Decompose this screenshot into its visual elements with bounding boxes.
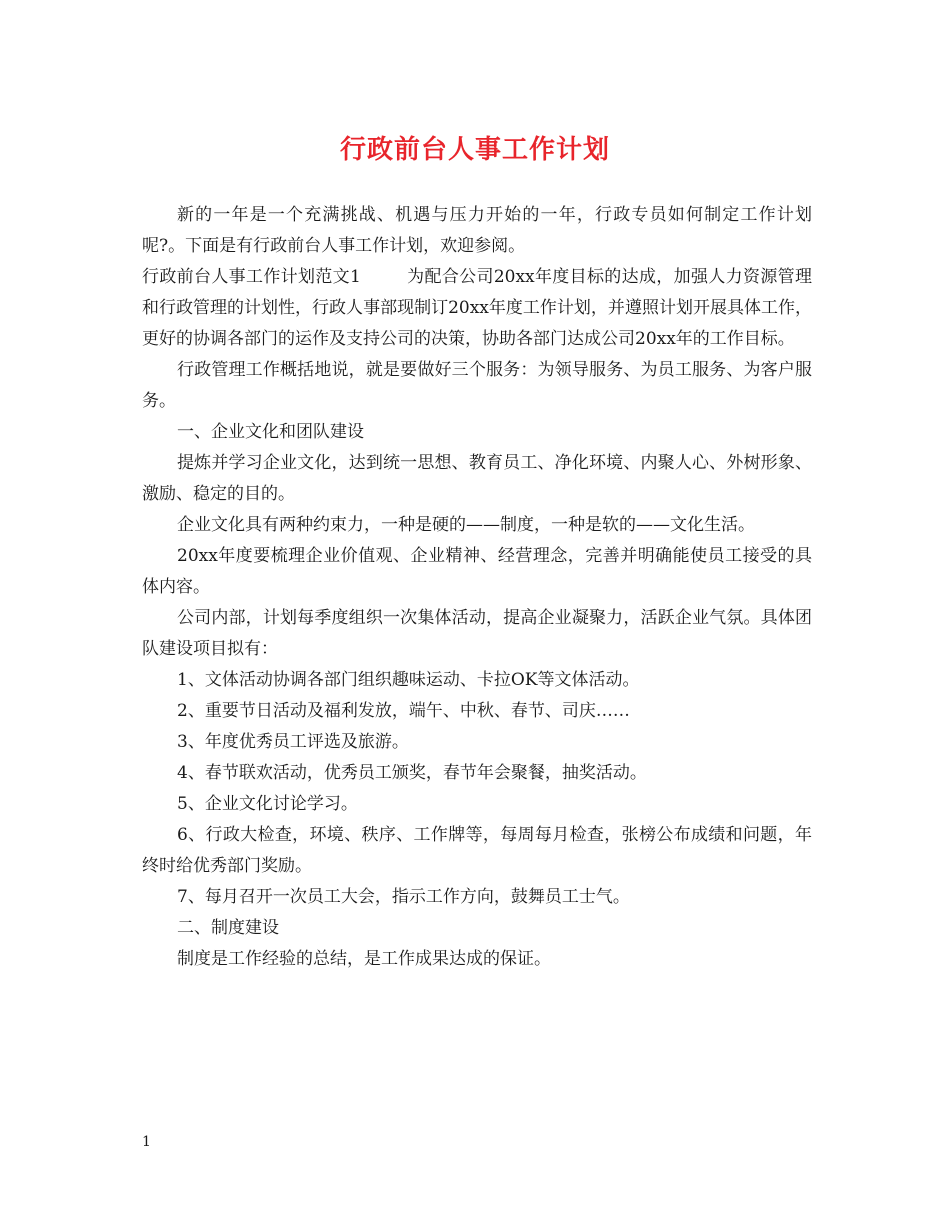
paragraph-rules: 制度是工作经验的总结，是工作成果达成的保证。 <box>177 949 551 969</box>
paragraph-culture-constraints: 企业文化具有两种约束力，一种是硬的——制度，一种是软的——文化生活。 <box>177 515 755 535</box>
list-item: 4、春节联欢活动，优秀员工颁奖，春节年会聚餐，抽奖活动。 <box>177 763 647 783</box>
paragraph-sample <box>142 262 812 355</box>
document-title: 行政前台人事工作计划 <box>339 135 610 165</box>
list-item: 5、企业文化讨论学习。 <box>177 794 358 814</box>
paragraph-activities: 公司内部，计划每季度组织一次集体活动，提高企业凝聚力，活跃企业气氛。具体团队建设项目拟有： <box>142 608 812 659</box>
paragraph-culture-goal: 提炼并学习企业文化，达到统一思想、教育员工、净化环境、内聚人心、外树形象、激励、稳定的目的。 <box>142 453 812 504</box>
list-item: 1、文体活动协调各部门组织趣味运动、卡拉OK等文体活动。 <box>177 670 640 690</box>
sample-text: 为配合公司20xx年度目标的达成，加强人力资源管理和行政管理的计划性，行政人事部现制订20xx年度工作计划，并遵照计划开展具体工作，更好的协调各部门的运作及支持公司的决策，协助各部门达成公司20xx年的工作目标。 <box>142 267 812 349</box>
paragraph-intro: 新的一年是一个充满挑战、机遇与压力开始的一年，行政专员如何制定工作计划呢?。下面是有行政前台人事工作计划，欢迎参阅。 <box>142 205 812 256</box>
document-body <box>142 200 812 975</box>
list-item: 6、行政大检查，环境、秩序、工作牌等，每周每月检查，张榜公布成绩和问题，年终时给优秀部门奖励。 <box>142 825 812 876</box>
section-heading-rules: 二、制度建设 <box>177 918 279 938</box>
list-item: 7、每月召开一次员工大会，指示工作方向，鼓舞员工士气。 <box>177 887 630 907</box>
list-item: 2、重要节日活动及福利发放，端午、中秋、春节、司庆…… <box>177 701 630 721</box>
paragraph-values: 20xx年度要梳理企业价值观、企业精神、经营理念，完善并明确能使员工接受的具体内容。 <box>142 546 812 597</box>
sample-label: 行政前台人事工作计划范文1 <box>142 267 361 287</box>
paragraph-services: 行政管理工作概括地说，就是要做好三个服务：为领导服务、为员工服务、为客户服务。 <box>142 360 812 411</box>
page-number: 1 <box>142 1134 151 1150</box>
list-item: 3、年度优秀员工评选及旅游。 <box>177 732 409 752</box>
section-heading-culture: 一、企业文化和团队建设 <box>177 422 364 442</box>
